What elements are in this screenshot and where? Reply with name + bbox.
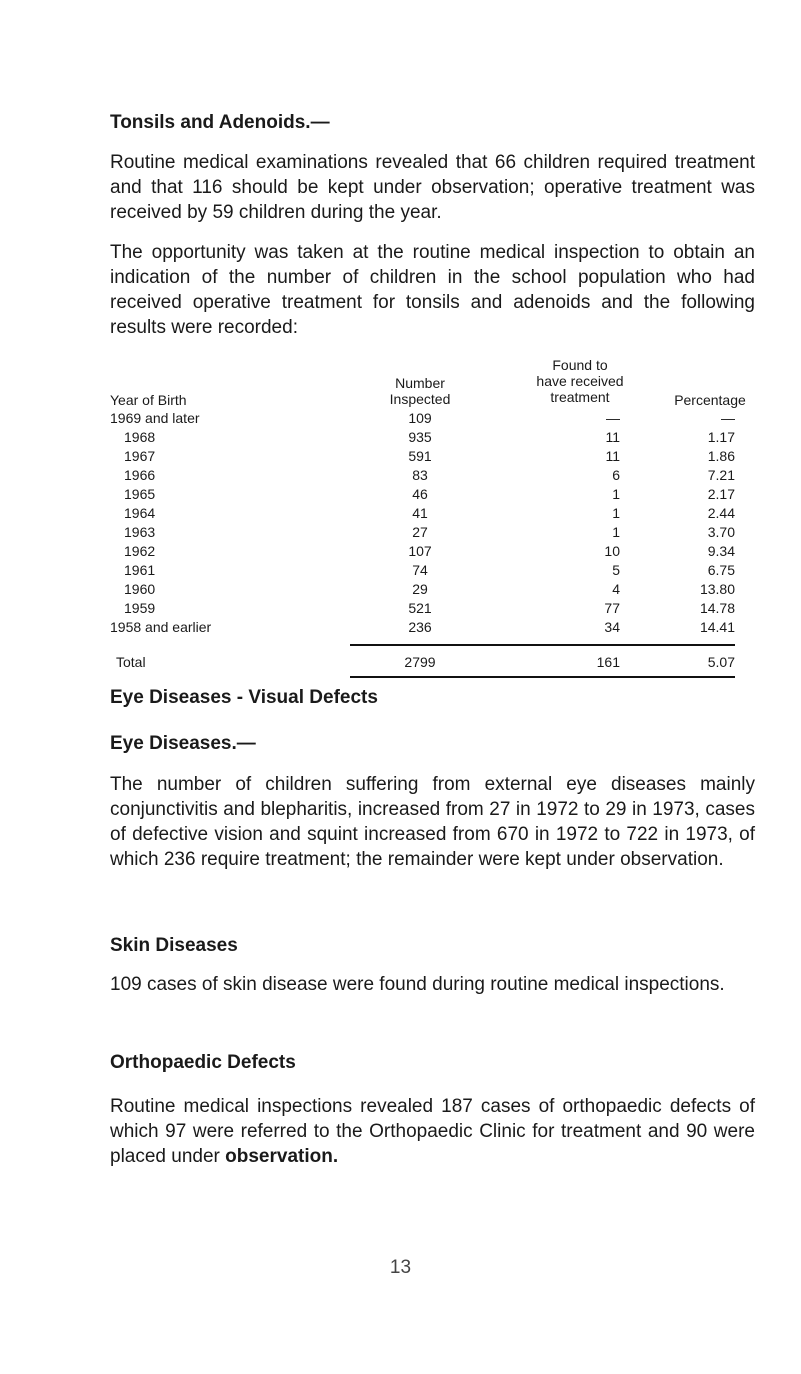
cell-percentage: 3.70 (707, 524, 735, 540)
header-percentage: Percentage (674, 392, 746, 408)
eye-heading: Eye Diseases - Visual Defects (110, 687, 378, 708)
cell-number: 83 (412, 467, 428, 483)
header-found-line3: treatment (550, 389, 610, 405)
table-row (110, 523, 760, 541)
cell-found: 11 (605, 448, 620, 464)
header-number-line1: Number (395, 375, 445, 391)
cell-number: 591 (408, 448, 432, 464)
tonsils-paragraph-1: Routine medical examinations revealed that 66 children required treatment and that 116 should be kept under observation; operative treatment was received by 59 children during the year. (110, 152, 755, 223)
cell-number: 27 (412, 524, 428, 540)
cell-number: 107 (408, 543, 432, 559)
tonsils-heading: Tonsils and Adenoids.— (110, 112, 330, 133)
total-label: Total (116, 654, 146, 670)
table-row (110, 599, 760, 617)
eye-subheading: Eye Diseases.— (110, 733, 256, 754)
cell-number: 935 (408, 429, 432, 445)
cell-number: 74 (412, 562, 428, 578)
header-year-of-birth: Year of Birth (110, 392, 187, 408)
cell-percentage: 1.17 (707, 429, 735, 445)
cell-found: 11 (605, 429, 620, 445)
cell-year: 1967 (124, 448, 156, 464)
header-found (515, 357, 645, 405)
cell-found: 5 (612, 562, 620, 578)
cell-year: 1962 (124, 543, 156, 559)
tonsils-paragraph-2: The opportunity was taken at the routine medical inspection to obtain an indication of the number of children in the school population who had received operative treatment for tonsils and adenoids and the following results were recorded: (110, 242, 755, 338)
cell-year: 1964 (124, 505, 156, 521)
cell-percentage: — (721, 410, 735, 426)
cell-percentage: 14.41 (699, 619, 735, 635)
table-row (110, 447, 760, 465)
cell-year: 1968 (124, 429, 156, 445)
ortho-paragraph-text: Routine medical inspections revealed 187 cases of orthopaedic defects of which 97 were referred to the Orthopaedic Clinic for treatment and 90 were placed under (110, 1096, 755, 1167)
cell-number: 236 (408, 619, 432, 635)
cell-found: 1 (612, 524, 620, 540)
cell-found: 1 (612, 486, 620, 502)
cell-number: 109 (408, 410, 432, 426)
header-found-line1: Found to (552, 357, 608, 373)
cell-percentage: 14.78 (699, 600, 735, 616)
cell-year: 1966 (124, 467, 156, 483)
table-row (110, 485, 760, 503)
page-number: 13 (389, 1257, 412, 1278)
cell-percentage: 2.44 (707, 505, 735, 521)
cell-number: 521 (408, 600, 432, 616)
cell-percentage: 13.80 (699, 581, 735, 597)
total-found: 161 (596, 654, 620, 670)
cell-year: 1963 (124, 524, 156, 540)
cell-year: 1959 (124, 600, 156, 616)
cell-number: 46 (412, 486, 428, 502)
cell-found: 4 (612, 581, 620, 597)
cell-percentage: 9.34 (707, 543, 735, 559)
cell-percentage: 7.21 (707, 467, 735, 483)
table-row (110, 542, 760, 560)
cell-year: 1960 (124, 581, 156, 597)
total-number: 2799 (404, 654, 436, 670)
cell-found: 1 (612, 505, 620, 521)
table-row (110, 428, 760, 446)
total-rule-top (350, 644, 735, 646)
table-row (110, 504, 760, 522)
cell-year: 1965 (124, 486, 156, 502)
table-row (110, 580, 760, 598)
cell-percentage: 6.75 (707, 562, 735, 578)
cell-number: 29 (412, 581, 428, 597)
table-row (110, 409, 760, 427)
header-number-line2: Inspected (389, 391, 451, 407)
total-row (110, 653, 760, 671)
cell-found: 34 (604, 619, 620, 635)
eye-paragraph: The number of children suffering from external eye diseases mainly conjunctivitis and blepharitis, increased from 27 in 1972 to 29 in 1973, cases of defective vision and squint increased from 670 in 1972 to 722 in 1973, of which 236 require treatment; the remainder were kept under observation. (110, 774, 755, 870)
skin-paragraph: 109 cases of skin disease were found during routine medical inspections. (110, 974, 725, 995)
cell-percentage: 1.86 (707, 448, 735, 464)
header-number (370, 375, 470, 407)
ortho-paragraph-bold: observation. (225, 1146, 339, 1167)
cell-year: 1969 and later (110, 410, 200, 426)
cell-year: 1958 and earlier (110, 619, 212, 635)
cell-found: 6 (612, 467, 620, 483)
total-rule-bottom (350, 676, 735, 678)
total-percentage: 5.07 (707, 654, 735, 670)
cell-found: — (606, 410, 620, 426)
cell-year: 1961 (124, 562, 156, 578)
ortho-heading: Orthopaedic Defects (110, 1052, 296, 1073)
cell-found: 10 (604, 543, 620, 559)
skin-heading: Skin Diseases (110, 935, 238, 956)
table-row (110, 618, 760, 636)
table-row (110, 561, 760, 579)
header-found-line2: have received (536, 373, 624, 389)
ortho-paragraph (110, 1094, 755, 1169)
cell-percentage: 2.17 (707, 486, 735, 502)
cell-number: 41 (412, 505, 428, 521)
table-row (110, 466, 760, 484)
cell-found: 77 (604, 600, 620, 616)
